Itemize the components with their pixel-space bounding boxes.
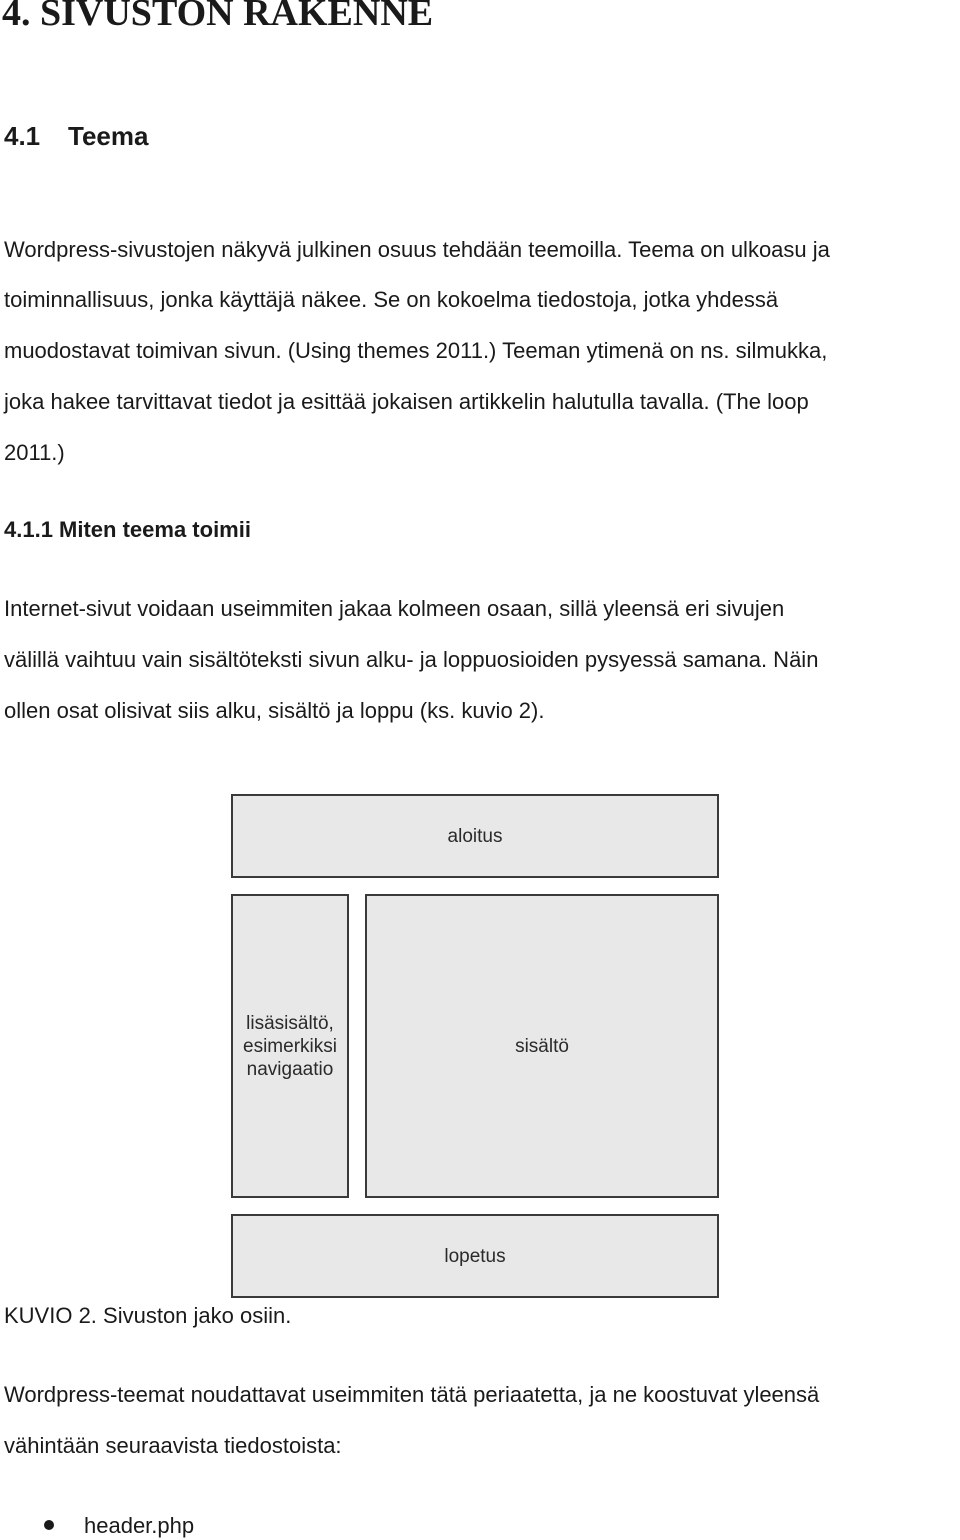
section-heading [4, 120, 148, 152]
closing-paragraph-line: Wordpress-teemat noudattavat useimmiten tätä periaatetta, ja ne koostuvat yleensä [4, 1382, 820, 1407]
figure-sidebar-box [231, 894, 349, 1198]
subsection-paragraph-line: välillä vaihtuu vain sisältöteksti sivun alku- ja loppuosioiden pysyessä samana. Näin [4, 647, 819, 672]
list-item-text: header.php [84, 1513, 195, 1538]
subsection-paragraph-line: Internet-sivut voidaan useimmiten jakaa kolmeen osaan, sillä yleensä eri sivujen [4, 596, 785, 621]
section-title: Teema [68, 121, 149, 151]
figure-footer-label: lopetus [444, 1245, 506, 1267]
section-paragraph-line: toiminnallisuus, jonka käyttäjä näkee. Se on kokoelma tiedostoja, jotka yhdessä [4, 287, 779, 312]
section-paragraph-line: 2011.) [4, 440, 65, 465]
figure-caption: KUVIO 2. Sivuston jako osiin. [4, 1303, 292, 1328]
figure-header-box [231, 794, 719, 878]
list-item [4, 1512, 194, 1540]
subsection-paragraph-line: ollen osat olisivat siis alku, sisältö ja loppu (ks. kuvio 2). [4, 698, 545, 723]
section-paragraph-line: muodostavat toimivan sivun. (Using themes 2011.) Teeman ytimenä on ns. silmukka, [4, 338, 828, 363]
figure-sidebar-label: lisäsisältö, esimerkiksi navigaatio [243, 1012, 337, 1080]
figure-content-box [365, 894, 719, 1198]
closing-paragraph-line: vähintään seuraavista tiedostoista: [4, 1433, 342, 1458]
section-paragraph-line: Wordpress-sivustojen näkyvä julkinen osuus tehdään teemoilla. Teema on ulkoasu ja [4, 237, 830, 262]
section-paragraph-line: joka hakee tarvittavat tiedot ja esittää jokaisen artikkelin halutulla tavalla. (The loop [4, 389, 809, 414]
section-number: 4.1 [4, 121, 41, 151]
subsection-title: 4.1.1 Miten teema toimii [4, 517, 251, 542]
figure-footer-box [231, 1214, 719, 1298]
chapter-title: 4. SIVUSTON RAKENNE [2, 0, 434, 34]
figure-content-label: sisältö [515, 1035, 569, 1057]
bullet-icon [44, 1520, 54, 1530]
figure-header-label: aloitus [447, 825, 503, 847]
